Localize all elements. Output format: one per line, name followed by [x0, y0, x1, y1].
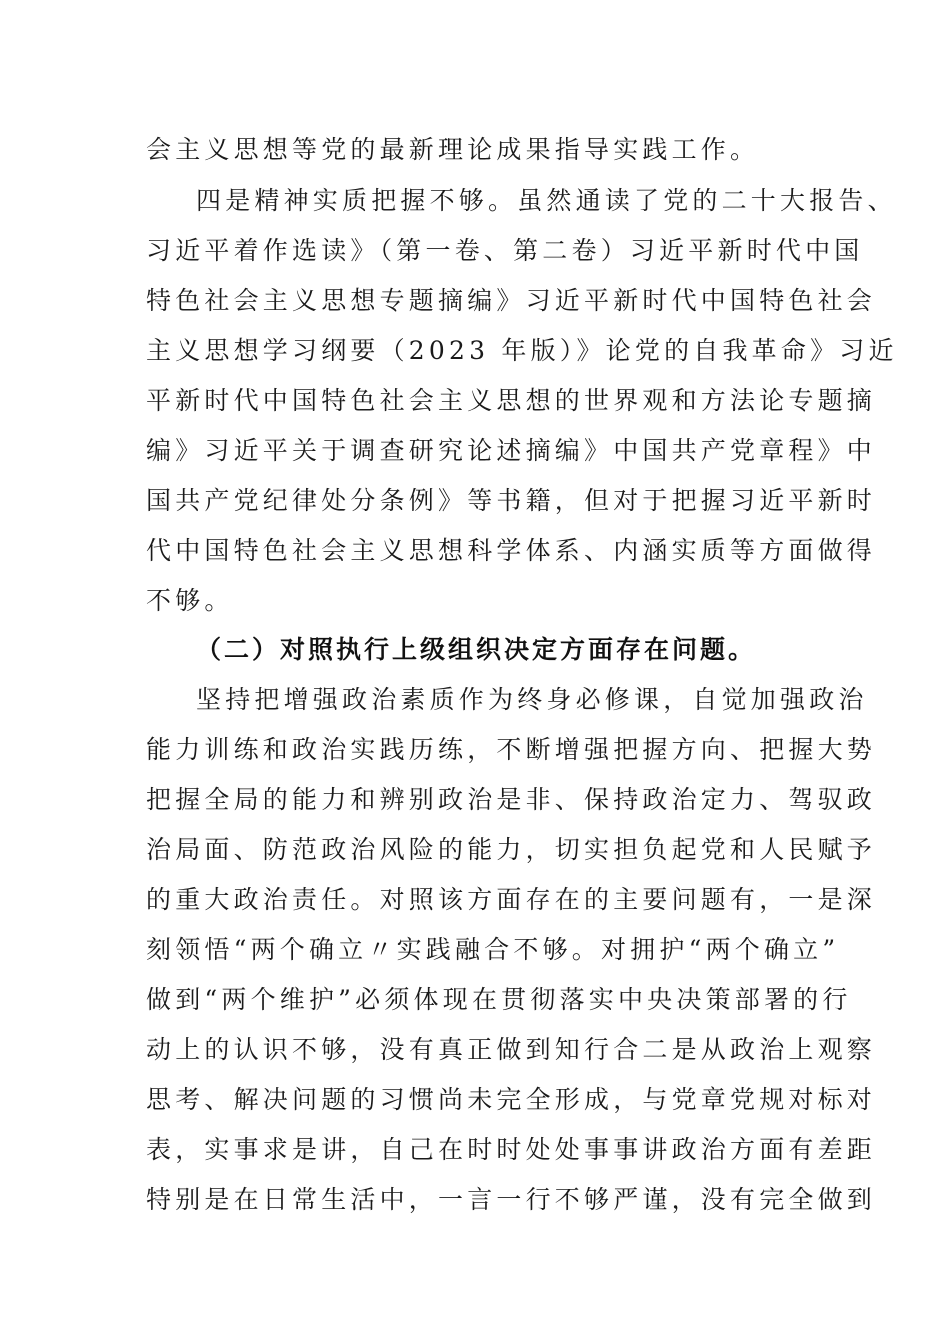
- body-text-line: 治局面、防范政治风险的能力，切实担负起党和人民赋予: [146, 835, 877, 864]
- body-text-line: 会主义思想等党的最新理论成果指导实践工作。: [146, 135, 760, 164]
- body-text-line: 国共产党纪律处分条例》等书籍，但对于把握习近平新时: [146, 486, 877, 515]
- body-text-line: 动上的认识不够，没有真正做到知行合二是从政治上观察: [146, 1035, 877, 1064]
- body-text-line: 不够。: [146, 586, 234, 615]
- body-text-line: 编》习近平关于调查研究论述摘编》中国共产党章程》中: [146, 436, 877, 465]
- body-text-line: 刻领悟“两个确立〃实践融合不够。对拥护“两个确立”: [146, 935, 840, 964]
- section-heading: （二）对照执行上级组织决定方面存在问题。: [196, 635, 757, 664]
- body-text-line: 把握全局的能力和辨别政治是非、保持政治定力、驾驭政: [146, 785, 877, 814]
- body-text-line: 特色社会主义思想专题摘编》习近平新时代中国特色社会: [146, 286, 877, 315]
- body-text-line: 思考、解决问题的习惯尚未完全形成，与党章党规对标对: [146, 1085, 877, 1114]
- body-text-line: 习近平着作选读》（第一卷、第二卷）习近平新时代中国: [146, 236, 864, 265]
- body-text-line: 能力训练和政治实践历练，不断增强把握方向、把握大势: [146, 735, 877, 764]
- paragraph-first-line: 四是精神实质把握不够。虽然通读了党的二十大报告、: [196, 186, 897, 215]
- body-text-line: 的重大政治责任。对照该方面存在的主要问题有，一是深: [146, 885, 877, 914]
- paragraph-first-line: 坚持把增强政治素质作为终身必修课，自觉加强政治: [196, 685, 868, 714]
- body-text-line: 表，实事求是讲，自己在时时处处事事讲政治方面有差距: [146, 1135, 877, 1164]
- body-text-line: 做到“两个维护”必须体现在贯彻落实中央决策部署的行: [146, 985, 852, 1014]
- body-text-line: 代中国特色社会主义思想科学体系、内涵实质等方面做得: [146, 536, 877, 565]
- body-text-line: 平新时代中国特色社会主义思想的世界观和方法论专题摘: [146, 386, 877, 415]
- body-text-line: 特别是在日常生活中，一言一行不够严谨，没有完全做到: [146, 1185, 877, 1214]
- body-text-line: 主义思想学习纲要（2023 年版）》论党的自我革命》习近: [146, 336, 898, 365]
